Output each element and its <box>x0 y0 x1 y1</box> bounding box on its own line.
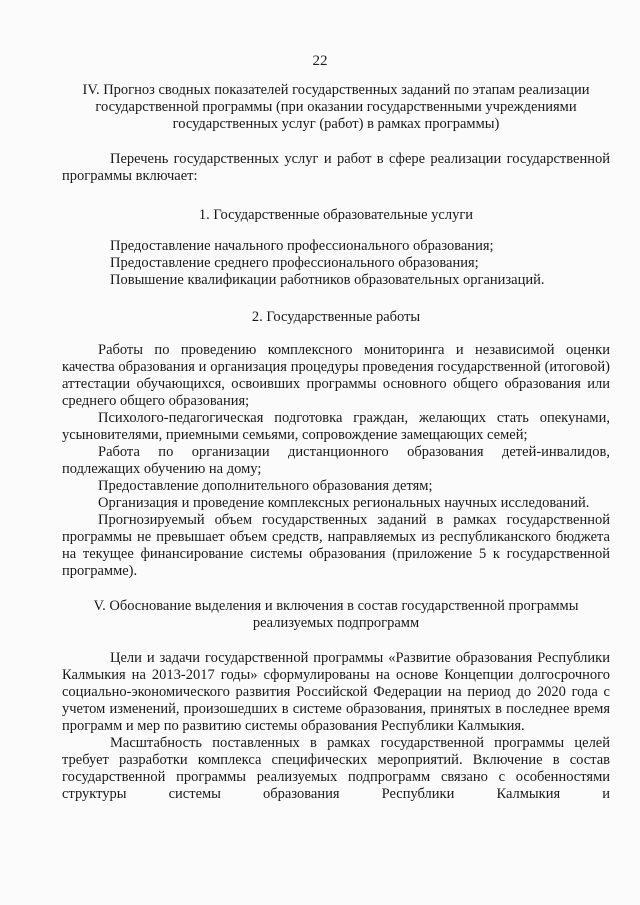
list-item: Предоставление дополнительного образования детям; <box>98 478 433 494</box>
section-4-heading: IV. Прогноз сводных показателей государственных заданий по этапам реализации государственной программы (при оказании государственными учреждениями государственных услуг (работ) в рамках программы) <box>82 82 590 132</box>
document-body <box>62 82 610 803</box>
list-item: Психолого-педагогическая подготовка граждан, желающих стать опекунами, усыновителями, приемными семьями, сопровождение замещающих семей; <box>62 410 610 443</box>
list-item: Предоставление среднего профессионального образования; <box>110 255 479 271</box>
section-5-paragraph: Цели и задачи государственной программы «Развитие образования Республики Калмыкия на 2013-2017 годы» сформулированы на основе Концепции долгосрочного социально-экономического развития Российской Федерации на период до 2020 года с учетом изменений, произошедших в системе образования, принятых в последнее время программ и мер по развитию системы образования Республики Калмыкия. <box>62 650 610 734</box>
page-number: 22 <box>312 53 328 69</box>
works-list <box>62 342 610 512</box>
list-item: Предоставление начального профессионального образования; <box>110 238 494 254</box>
list-item: Работы по проведению комплексного мониторинга и независимой оценки качества образования и организация процедуры проведения государственной (итоговой) аттестации обучающихся, освоивших программы основного общего образования или среднего общего образования; <box>62 342 610 409</box>
works-title: 2. Государственные работы <box>251 309 421 325</box>
forecast-paragraph: Прогнозируемый объем государственных заданий в рамках государственной программы не превышает объем средств, направляемых из республиканского бюджета на текущее финансирование системы образования (приложение 5 к государственной программе). <box>62 512 610 579</box>
services-list <box>62 238 610 289</box>
section-4-intro: Перечень государственных услуг и работ в сфере реализации государственной программы включает: <box>62 151 610 184</box>
section-5-heading: V. Обоснование выделения и включения в состав государственной программы реализуемых подпрограмм <box>93 598 579 631</box>
list-item: Работа по организации дистанционного образования детей-инвалидов, подлежащих обучению на дому; <box>62 444 610 477</box>
section-5-paragraph: Масштабность поставленных в рамках государственной программы целей требует разработки комплекса специфических мероприятий. Включение в состав государственной программы реализуемых подпрограмм связано с особенностями структуры системы образования Республики Калмыкия и <box>62 735 610 802</box>
list-item: Организация и проведение комплексных региональных научных исследований. <box>98 495 590 511</box>
services-title: 1. Государственные образовательные услуги <box>198 207 474 223</box>
list-item: Повышение квалификации работников образовательных организаций. <box>110 272 545 288</box>
